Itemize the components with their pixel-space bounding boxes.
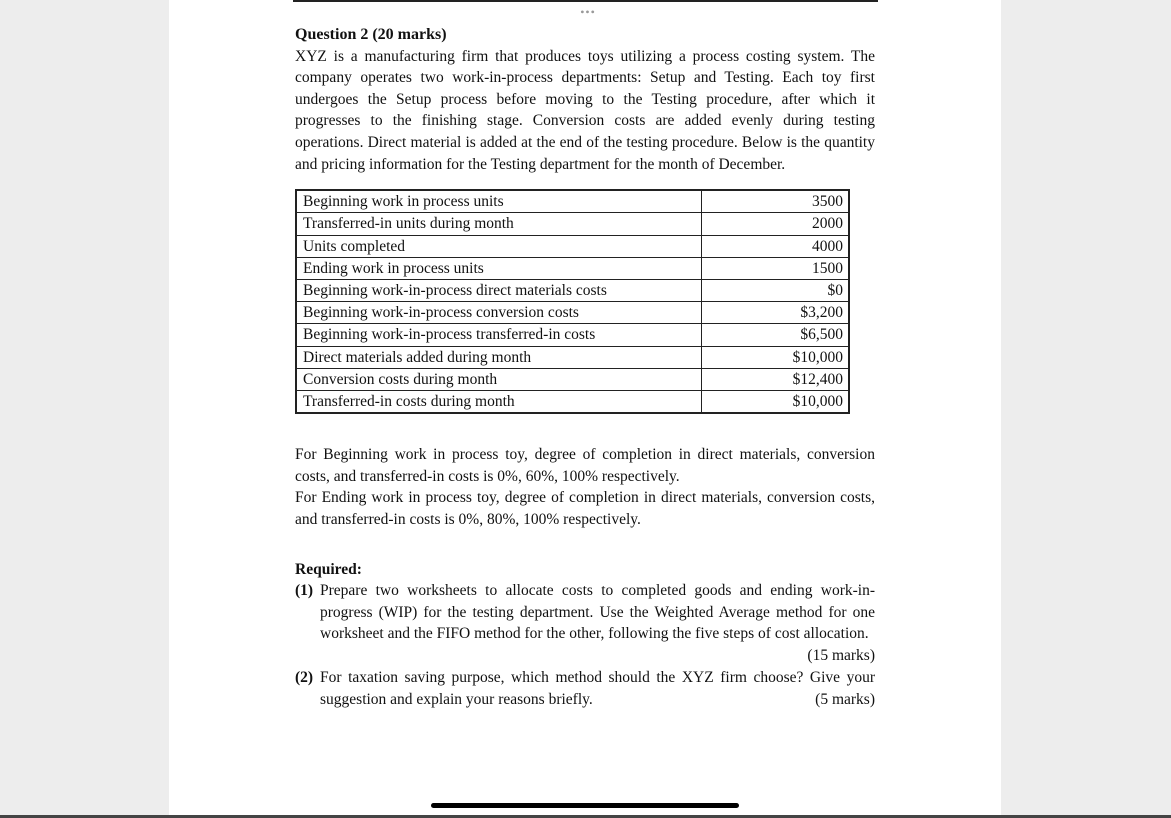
cost-data-table <box>295 189 850 414</box>
row-label: Direct materials added during month <box>296 346 702 368</box>
row-label: Transferred-in units during month <box>296 213 702 235</box>
row-label: Beginning work-in-process direct materials costs <box>296 279 702 301</box>
item-text: Prepare two worksheets to allocate costs to completed goods and ending work-in-progress (WIP) for the testing department. Use the Weighted Average method for one worksheet and the FIFO method for the other, following the five steps of cost allocation. <box>320 582 875 643</box>
required-title: Required: <box>295 560 362 578</box>
table-row <box>296 346 849 368</box>
table-row <box>296 257 849 279</box>
document-page <box>169 0 1001 818</box>
item-marks: (5 marks) <box>815 690 875 708</box>
item-text: For taxation saving purpose, which method should the XYZ firm choose? Give your suggestion and explain your reasons briefly. <box>320 668 875 708</box>
row-value: 2000 <box>702 213 850 235</box>
row-value: 1500 <box>702 257 850 279</box>
required-item-2 <box>295 667 875 710</box>
question-intro: XYZ is a manufacturing firm that produces toys utilizing a process costing system. The company operates two work-in-process departments: Setup and Testing. Each toy first undergoes the Setup process before moving to the Testing procedure, after which it progresses to the finishing stage. Conversion costs are added evenly during testing operations. Direct material is added at the end of the testing procedure. Below is the quantity and pricing information for the Testing department for the month of December. <box>295 47 875 173</box>
row-value: $3,200 <box>702 302 850 324</box>
row-value: 4000 <box>702 235 850 257</box>
row-label: Units completed <box>296 235 702 257</box>
row-value: $0 <box>702 279 850 301</box>
row-value: $10,000 <box>702 346 850 368</box>
table-row <box>296 190 849 213</box>
table-row <box>296 390 849 413</box>
table-row <box>296 235 849 257</box>
row-label: Beginning work-in-process conversion costs <box>296 302 702 324</box>
question-title: Question 2 (20 marks) <box>295 26 447 43</box>
home-indicator[interactable] <box>431 803 739 808</box>
row-value: $6,500 <box>702 324 850 346</box>
row-label: Transferred-in costs during month <box>296 390 702 413</box>
beginning-wip-note: For Beginning work in process toy, degree of completion in direct materials, conversion costs, and transferred-in costs is 0%, 60%, 100% respectively. <box>295 446 875 485</box>
more-options-icon[interactable]: ••• <box>580 5 596 19</box>
row-value: $12,400 <box>702 368 850 390</box>
table-row <box>296 213 849 235</box>
item-number: (2) <box>295 668 314 686</box>
completion-notes <box>295 444 875 530</box>
row-value: $10,000 <box>702 390 850 413</box>
table-row <box>296 368 849 390</box>
top-rule <box>293 0 878 2</box>
table-row <box>296 302 849 324</box>
table-row <box>296 324 849 346</box>
required-section <box>295 559 875 711</box>
row-label: Ending work in process units <box>296 257 702 279</box>
ending-wip-note: For Ending work in process toy, degree of completion in direct materials, conversion costs, and transferred-in costs is 0%, 80%, 100% respectively. <box>295 489 875 528</box>
row-label: Beginning work-in-process transferred-in costs <box>296 324 702 346</box>
required-item-1 <box>295 580 875 664</box>
document-content <box>295 24 875 710</box>
row-value: 3500 <box>702 190 850 213</box>
item-marks: (15 marks) <box>807 646 875 664</box>
item-number: (1) <box>295 582 314 600</box>
row-label: Conversion costs during month <box>296 368 702 390</box>
table-row <box>296 279 849 301</box>
row-label: Beginning work in process units <box>296 190 702 213</box>
